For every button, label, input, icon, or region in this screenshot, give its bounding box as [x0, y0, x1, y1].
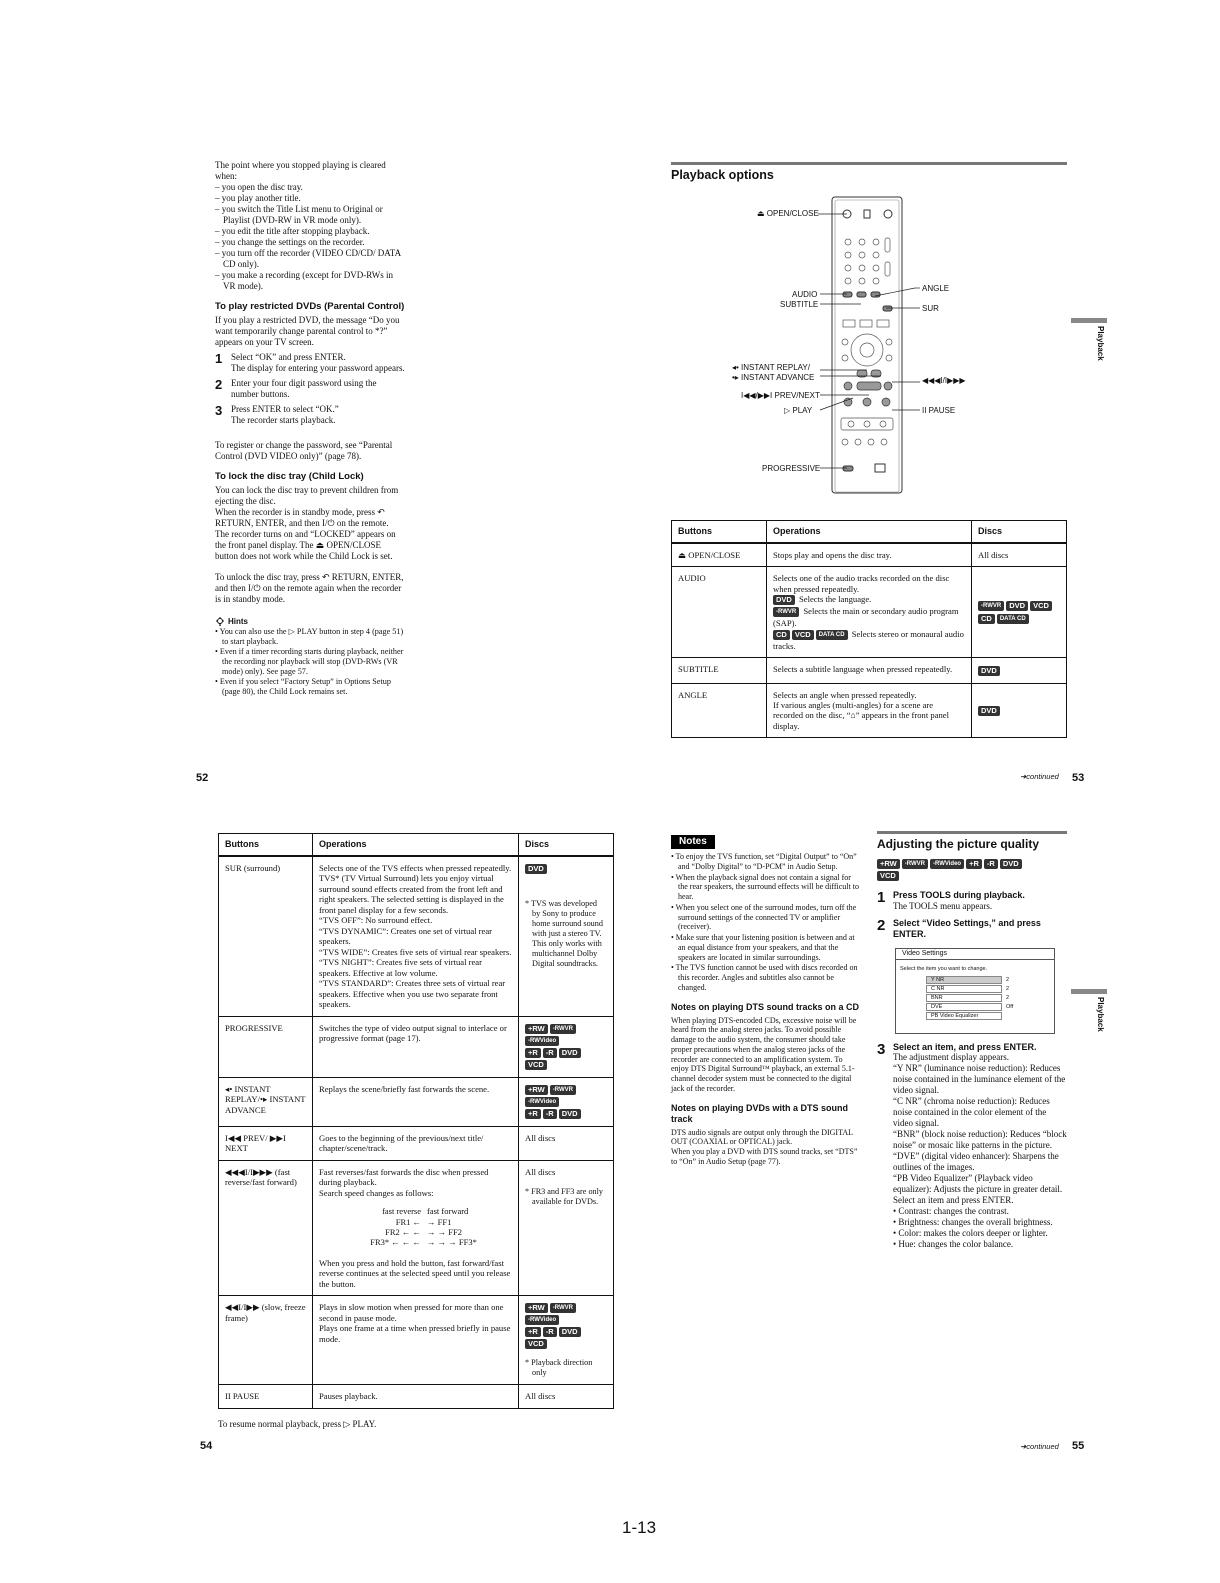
dialog-item-bnr[interactable]: BNR 2: [926, 994, 1054, 1003]
label-sur: SUR: [922, 304, 939, 313]
hints-heading: Hints: [228, 617, 248, 627]
table-row: [672, 658, 1067, 683]
disc-badge: CD: [978, 614, 995, 624]
cell-discs: All discs: [972, 543, 1067, 567]
disc-badge: -RWVR: [550, 1303, 576, 1313]
disc-badge: +RW: [525, 1085, 548, 1095]
continued-label: ➜continued: [1020, 1442, 1059, 1451]
section-title: Playback options: [671, 168, 774, 182]
disc-note: * FR3 and FF3 are only available for DVDs.: [525, 1187, 604, 1207]
dialog-item-dve[interactable]: DVE Off: [926, 1003, 1054, 1012]
op-line: -RWVR Selects the main or secondary audio program (SAP).: [773, 606, 959, 629]
disc-badge: -R: [543, 1109, 557, 1119]
note-item: • When you select one of the surround modes, turn off the surround settings of the connected TV or amplifier (receiver).: [671, 902, 857, 932]
op-line: DVD Selects the language.: [773, 594, 965, 606]
disc-badge: +RW: [877, 859, 900, 869]
cell-ops: Pauses playback.: [313, 1385, 519, 1408]
dialog-item-pb-video-equalizer[interactable]: PB Video Equalizer: [926, 1012, 1054, 1021]
disc-badge: -RWVR: [978, 601, 1004, 611]
disc-badge: -RWVideo: [525, 1036, 559, 1046]
cell-button: SUBTITLE: [672, 658, 767, 683]
cell-discs: [519, 856, 614, 1016]
table-row: [219, 856, 614, 1016]
disc-badge: +R: [525, 1109, 541, 1119]
cell-button: AUDIO: [672, 567, 767, 658]
cell-discs: All discs * FR3 and FF3 are only available for DVDs.: [519, 1160, 614, 1295]
disc-badge: +RW: [525, 1303, 548, 1313]
cell-button: ⏏ OPEN/CLOSE: [672, 543, 767, 567]
label-instant-advance: •▸ INSTANT ADVANCE: [732, 373, 815, 382]
cell-button: PROGRESSIVE: [219, 1016, 313, 1077]
cell-button: ANGLE: [672, 683, 767, 738]
disc-badge: VCD: [525, 1339, 547, 1349]
disc-badge: -RWVR: [550, 1085, 576, 1095]
table-row: [219, 1126, 614, 1160]
label-angle: ANGLE: [922, 284, 950, 293]
cell-ops: Switches the type of video output signal to interlace or progressive format (page 17).: [313, 1016, 519, 1077]
disc-badge: +R: [525, 1048, 541, 1058]
page-number-52: 52: [196, 772, 209, 784]
note-item: • To enjoy the TVS function, set “Digital Output” to “On” and “Dolby Digital” to “D-PCM” in Audio Setup.: [671, 852, 857, 871]
list-item: – you change the settings on the recorder.: [215, 236, 365, 247]
childlock-unlock: To unlock the disc tray, press ↶ RETURN, ENTER, and then I/⏻ on the remote again when the recorder is in standby mode.: [215, 572, 404, 605]
th-discs: Discs: [972, 521, 1067, 543]
list-item: – you turn off the recorder (VIDEO CD/CD/ DATA CD only).: [215, 247, 401, 269]
disc-badge: DVD: [525, 864, 547, 874]
label-open-close: ⏏ OPEN/CLOSE: [757, 209, 819, 218]
cell-ops: Fast reverses/fast forwards the disc when pressed during playback. Search speed changes as follows: fast reverse fast forward FR1 ← → FF1 FR2 ← ← → → FF2 FR3* ← ← ← → → → FF3* When you press and hold the button, fast forward/fast reverse continues at the selected speed until you release the button.: [313, 1160, 519, 1295]
picture-step-2: 2 Select “Video Settings,” and press ENTER.: [877, 916, 1041, 939]
cell-ops: Selects one of the audio tracks recorded on the disc when pressed repeatedly. DVD Selects the language. -RWVR Selects the main or secondary audio program (SAP). CD VCD DATA CD Selects stereo or monaural audio tracks.: [767, 567, 972, 658]
parental-register: To register or change the password, see “Parental Control (DVD VIDEO only)” (page 78).: [215, 439, 393, 461]
cell-ops: Stops play and opens the disc tray.: [767, 543, 972, 567]
lightbulb-icon: [215, 617, 225, 627]
disc-badge: -RWVR: [550, 1024, 576, 1034]
disc-badge: +RW: [525, 1024, 548, 1034]
dialog-prompt: Select the item you want to change.: [900, 966, 988, 973]
list-item: – you play another title.: [215, 192, 301, 203]
disc-badge: -RWVideo: [525, 1315, 559, 1325]
hint-item: • Even if you select “Factory Setup” in Options Setup (page 80), the Child Lock remains set.: [215, 677, 391, 697]
parental-step-1: 1 Select “OK” and press ENTER. The display for entering your password appears.: [215, 351, 405, 374]
cell-discs: [972, 658, 1067, 683]
picture-step-1: 1 Press TOOLS during playback. The TOOLS menu appears.: [877, 888, 1025, 911]
cleared-intro: The point where you stopped playing is cleared when:: [215, 160, 386, 181]
disc-badge: -R: [543, 1048, 557, 1058]
cell-ops: Goes to the beginning of the previous/next title/ chapter/scene/track.: [313, 1126, 519, 1160]
remote-callout-lines: [720, 196, 990, 496]
table-row: [219, 1296, 614, 1385]
side-tab-playback: Playback: [1071, 318, 1107, 361]
disc-badge: -R: [543, 1327, 557, 1337]
cell-discs: All discs: [519, 1385, 614, 1408]
th-buttons: Buttons: [672, 521, 767, 543]
cell-discs: [519, 1077, 614, 1126]
page-number-53: 53: [1072, 772, 1085, 784]
parental-step-3: 3 Press ENTER to select “OK.” The recorder starts playback.: [215, 402, 339, 425]
cell-ops: Selects one of the TVS effects when pressed repeatedly. TVS* (TV Virtual Surround) lets you enjoy virtual surround sound effects created from the front left and right speakers. The selected setting is displayed in the front panel display for a few seconds. “TVS OFF”: No surround effect. “TVS DYNAMIC”: Creates one set of virtual rear speakers. “TVS WIDE”: Creates five sets of virtual rear speakers. “TVS NIGHT”: Creates five sets of virtual rear speakers. Effective at low volume. “TVS STANDARD”: Creates three sets of virtual rear speakers. Effective when you use two separate front speakers.: [313, 856, 519, 1016]
disc-badge: DVD: [1006, 601, 1028, 611]
table-row: [219, 1077, 614, 1126]
cell-button: ◀◀I/I▶▶ (slow, freeze frame): [219, 1296, 313, 1385]
section-divider: [877, 831, 1067, 834]
table-row: [672, 683, 1067, 738]
speed-table: fast reverse fast forward FR1 ← → FF1 FR2 ← ← → → FF2 FR3* ← ← ← → → → FF3*: [370, 1206, 477, 1248]
cell-discs: [519, 1016, 614, 1077]
op-line: CD VCD DATA CD Selects stereo or monaural audio tracks.: [773, 628, 964, 651]
label-audio: AUDIO: [792, 290, 818, 299]
cell-button: SUR (surround): [219, 856, 313, 1016]
video-settings-dialog: [895, 948, 1055, 1034]
dts-cd-text: When playing DTS-encoded CDs, excessive noise will be heard from the analog stereo jacks. To avoid possible damage to the audio system, the consumer should take proper precautions when the analog stereo jacks of the recorder are connected to an amplification system. To enjoy DTS Digital Surround™ playback, an external 5.1-channel decoder system must be connected to the digital jack of the recorder.: [671, 1015, 857, 1093]
cell-ops: Selects an angle when pressed repeatedly. If various angles (multi-angles) for a scene are recorded on the disc, “⌂” appears in the front panel display.: [767, 683, 972, 738]
disc-badge: VCD: [525, 1060, 547, 1070]
disc-badge: DVD: [559, 1048, 581, 1058]
page55-notes-column: [671, 835, 861, 1167]
list-item: – you switch the Title List menu to Original or Playlist (DVD-RW in VR mode only).: [215, 203, 383, 225]
disc-note: * Playback direction only: [525, 1358, 593, 1378]
cell-ops: Plays in slow motion when pressed for more than one second in pause mode. Plays one frame at a time when pressed briefly in pause mode.: [313, 1296, 519, 1385]
th-operations: Operations: [767, 521, 972, 543]
table-row: [672, 567, 1067, 658]
label-play: ▷ PLAY: [784, 406, 813, 415]
label-progressive: PROGRESSIVE: [762, 464, 821, 473]
cell-ops: Selects a subtitle language when pressed repeatedly.: [767, 658, 972, 683]
cell-discs: [972, 567, 1067, 658]
parental-step-2: 2 Enter your four digit password using the number buttons.: [215, 377, 377, 400]
cell-discs: [972, 683, 1067, 738]
table-row: [219, 1160, 614, 1295]
childlock-text: When the recorder is in standby mode, press ↶ RETURN, ENTER, and then I/⏻ on the remote.: [215, 507, 389, 529]
page-number-54: 54: [200, 1440, 213, 1452]
cell-discs: [519, 1296, 614, 1385]
note-item: • Make sure that your listening position is between and at an equal distance from your speakers, and that the speakers are located in similar surroundings.: [671, 933, 855, 962]
picture-discs: [877, 858, 1067, 882]
label-subtitle: SUBTITLE: [780, 300, 819, 309]
note-item: • When the playback signal does not contain a signal for the rear speakers, the surround effects will be difficult to hear.: [671, 872, 859, 902]
disc-badge: VCD: [877, 871, 899, 881]
disc-badge: DVD: [1000, 859, 1022, 869]
th-discs: Discs: [519, 834, 614, 856]
disc-badge: VCD: [1030, 601, 1052, 611]
disc-badge: -RWVR: [773, 607, 799, 617]
th-operations: Operations: [313, 834, 519, 856]
list-item: – you open the disc tray.: [215, 181, 303, 192]
footer-page-number: 1-13: [622, 1518, 657, 1537]
disc-badge: -RWVideo: [525, 1097, 559, 1107]
cell-button: II PAUSE: [219, 1385, 313, 1408]
table-row: [219, 1016, 614, 1077]
childlock-text: The recorder turns on and “LOCKED” appears on the front panel display. The ⏏ OPEN/CLOSE button does not work while the Child Lock is set.: [215, 529, 396, 562]
disc-badge: DVD: [773, 595, 795, 605]
disc-badge: +R: [525, 1327, 541, 1337]
dts-cd-heading: Notes on playing DTS sound tracks on a CD: [671, 1001, 860, 1012]
childlock-heading: To lock the disc tray (Child Lock): [215, 470, 364, 482]
cell-ops: Replays the scene/briefly fast forwards the scene.: [313, 1077, 519, 1126]
disc-badge: DVD: [559, 1109, 581, 1119]
picture-title: Adjusting the picture quality: [877, 837, 1040, 851]
notes-heading: Notes: [671, 835, 715, 849]
disc-badge: VCD: [792, 630, 814, 640]
dts-dvd-text: DTS audio signals are output only through the DIGITAL OUT (COAXIAL or OPTICAL) jack. When you play a DVD with DTS sound tracks, set “DTS” to “On” in Audio Setup (page 77).: [671, 1127, 858, 1166]
cell-button: ◂• INSTANT REPLAY/•▸ INSTANT ADVANCE: [219, 1077, 313, 1126]
disc-note: * TVS was developed by Sony to produce home surround sound with just a stereo TV. This only works with multichannel Dolby Digital soundtracks.: [525, 899, 603, 968]
disc-badge: DVD: [978, 706, 1000, 716]
page54-table: [218, 833, 614, 1430]
disc-badge: -RWVideo: [930, 859, 964, 869]
disc-badge: -R: [984, 859, 998, 869]
list-item: – you make a recording (except for DVD-RWs in VR mode).: [215, 269, 393, 291]
disc-badge: DATA CD: [997, 614, 1029, 624]
label-search: ◀◀◀I/I▶▶▶: [922, 376, 966, 385]
table-row: [219, 1385, 614, 1408]
note-item: • The TVS function cannot be used with discs recorded on this recorder. Angles and subtitles also cannot be changed.: [671, 963, 858, 992]
cell-button: ◀◀◀I/I▶▶▶ (fast reverse/fast forward): [219, 1160, 313, 1295]
th-buttons: Buttons: [219, 834, 313, 856]
page53-column: [671, 162, 1067, 183]
label-prev-next: I◀◀/▶▶I PREV/NEXT: [741, 391, 820, 400]
hints-block: [215, 617, 405, 697]
cleared-list: [215, 182, 405, 292]
disc-badge: DVD: [978, 666, 1000, 676]
dialog-item-cnr[interactable]: C NR 2: [926, 985, 1054, 994]
parental-heading: To play restricted DVDs (Parental Control): [215, 300, 405, 312]
disc-badge: DVD: [559, 1327, 581, 1337]
page55-picture-column: [877, 831, 1067, 1250]
disc-badge: +R: [966, 859, 982, 869]
dialog-item-ynr[interactable]: Y NR 2: [926, 976, 1054, 985]
picture-step-3: 3 Select an item, and press ENTER. The adjustment display appears. “Y NR” (luminance noise reduction): Reduces noise contained in the luminance element of the video signal. “C NR” (chroma noise reduction): Reduces noise contained in the color element of the video signal. “BNR” (block noise reduction): Reduces “block noise” or mosaic like patterns in the picture. “DVE” (digital video enhancer): Sharpens the outlines of the images. “PB Video Equalizer” (Playback video equalizer): Adjusts the picture in greater detail. Select an item and press ENTER. • Contrast: changes the contrast. • Brightness: changes the overall brightness. • Color: makes the colors deeper or lighter. • Hue: changes the color balance.: [877, 1040, 1067, 1249]
side-tab-playback: Playback: [1071, 989, 1107, 1032]
resume-note: To resume normal playback, press ▷ PLAY.: [218, 1418, 377, 1429]
section-divider: [671, 162, 1067, 165]
playback-options-table: [671, 520, 1067, 738]
cell-discs: All discs: [519, 1126, 614, 1160]
disc-badge: -RWVR: [902, 859, 928, 869]
hint-item: • You can also use the ▷ PLAY button in step 4 (page 51) to start playback.: [215, 627, 404, 647]
table-row: [672, 543, 1067, 567]
page-number-55: 55: [1072, 1440, 1085, 1452]
continued-label: ➜continued: [1020, 772, 1059, 781]
list-item: – you edit the title after stopping playback.: [215, 225, 370, 236]
dialog-title: Video Settings: [896, 949, 1054, 961]
label-instant-replay: ◂• INSTANT REPLAY/: [732, 363, 810, 372]
parental-intro: If you play a restricted DVD, the message “Do you want temporarily change parental control to *?” appears on your TV screen.: [215, 315, 400, 348]
childlock-text: You can lock the disc tray to prevent children from ejecting the disc.: [215, 485, 399, 507]
dts-dvd-heading: Notes on playing DVDs with a DTS sound track: [671, 1102, 849, 1124]
cell-button: I◀◀ PREV/ ▶▶I NEXT: [219, 1126, 313, 1160]
page52-column: [215, 160, 405, 697]
disc-badge: DATA CD: [816, 630, 848, 640]
hint-item: • Even if a timer recording starts during playback, neither the recording nor playback will stop (DVD-RWs (VR mode) only). See page 57.: [215, 647, 404, 677]
label-pause: II PAUSE: [922, 406, 956, 415]
disc-badge: CD: [773, 630, 790, 640]
